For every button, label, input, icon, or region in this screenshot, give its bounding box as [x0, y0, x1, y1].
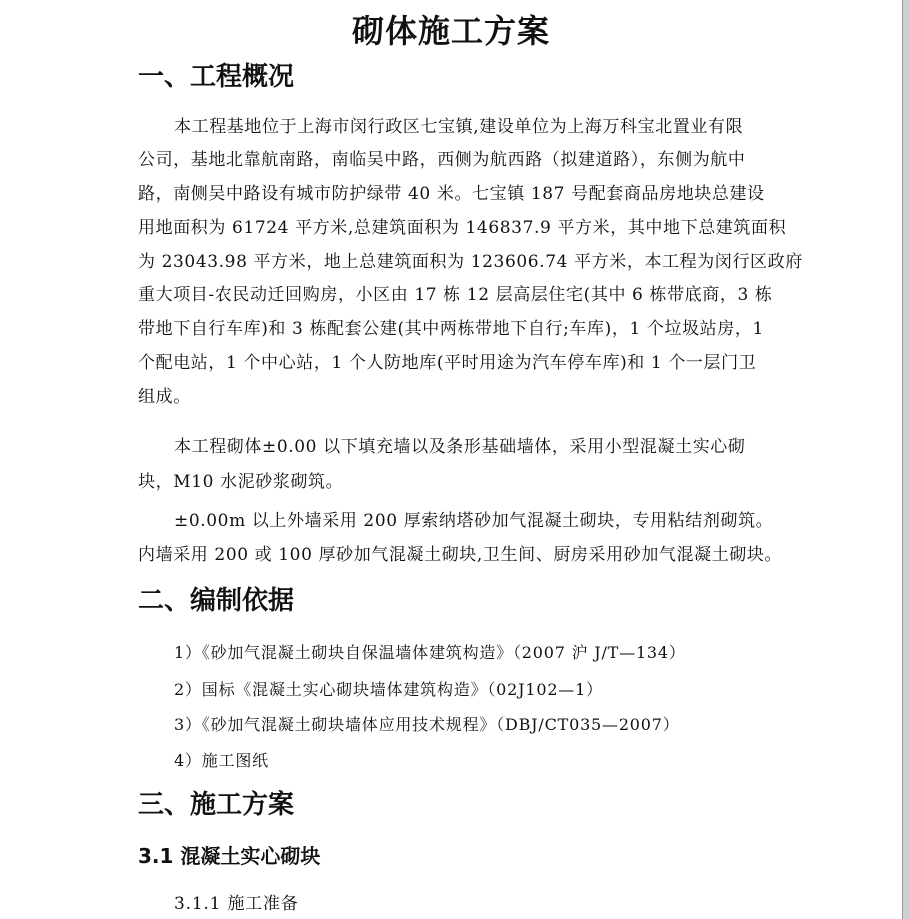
paragraph-line: 本工程基地位于上海市闵行政区七宝镇,建设单位为上海万科宝北置业有限: [174, 117, 744, 137]
paragraph-line: 用地面积为 61724 平方米,总建筑面积为 146837.9 平方米，其中地下总建筑面积: [138, 218, 787, 238]
section-heading-plan: 三、施工方案: [138, 790, 295, 820]
paragraph-line: 带地下自行车库)和 3 栋配套公建(其中两栋带地下自行;车库)，1 个垃圾站房，1: [138, 319, 764, 339]
subsubsection-heading: 3.1.1 施工准备: [174, 894, 299, 914]
page-edge: [902, 0, 910, 919]
paragraph-line: 本工程砌体±0.00 以下填充墙以及条形基础墙体，采用小型混凝土实心砌: [174, 437, 746, 457]
reference-item: 4）施工图纸: [174, 751, 269, 770]
paragraph-line: ±0.00m 以上外墙采用 200 厚索纳塔砂加气混凝土砌块，专用粘结剂砌筑。: [174, 511, 774, 531]
paragraph-line: 块，M10 水泥砂浆砌筑。: [138, 472, 344, 492]
paragraph-line: 内墙采用 200 或 100 厚砂加气混凝土砌块,卫生间、厨房采用砂加气混凝土砌块。: [138, 545, 783, 565]
section-heading-overview: 一、工程概况: [138, 62, 295, 92]
document-title: 砌体施工方案: [351, 12, 550, 50]
reference-item: 1）《砂加气混凝土砌块自保温墙体建筑构造》（2007 沪 J/T—134）: [174, 643, 686, 662]
reference-item: 3）《砂加气混凝土砌块墙体应用技术规程》（DBJ/CT035—2007）: [174, 715, 680, 734]
paragraph-line: 为 23043.98 平方米，地上总建筑面积为 123606.74 平方米，本工程为闵行区政府: [138, 252, 803, 272]
paragraph-line: 重大项目-农民动迁回购房，小区由 17 栋 12 层高层住宅(其中 6 栋带底商，3 栋: [138, 285, 773, 305]
section-heading-basis: 二、编制依据: [138, 586, 295, 616]
paragraph-line: 公司，基地北靠航南路，南临吴中路，西侧为航西路（拟建道路），东侧为航中: [138, 150, 746, 170]
paragraph-line: 组成。: [138, 387, 191, 407]
subsection-heading: 3.1 混凝土实心砌块: [138, 844, 321, 868]
paragraph-line: 个配电站，1 个中心站，1 个人防地库(平时用途为汽车停车库)和 1 个一层门卫: [138, 353, 757, 373]
paragraph-line: 路，南侧吴中路设有城市防护绿带 40 米。七宝镇 187 号配套商品房地块总建设: [138, 184, 765, 204]
reference-item: 2）国标《混凝土实心砌块墙体建筑构造》（02J102—1）: [174, 680, 603, 699]
